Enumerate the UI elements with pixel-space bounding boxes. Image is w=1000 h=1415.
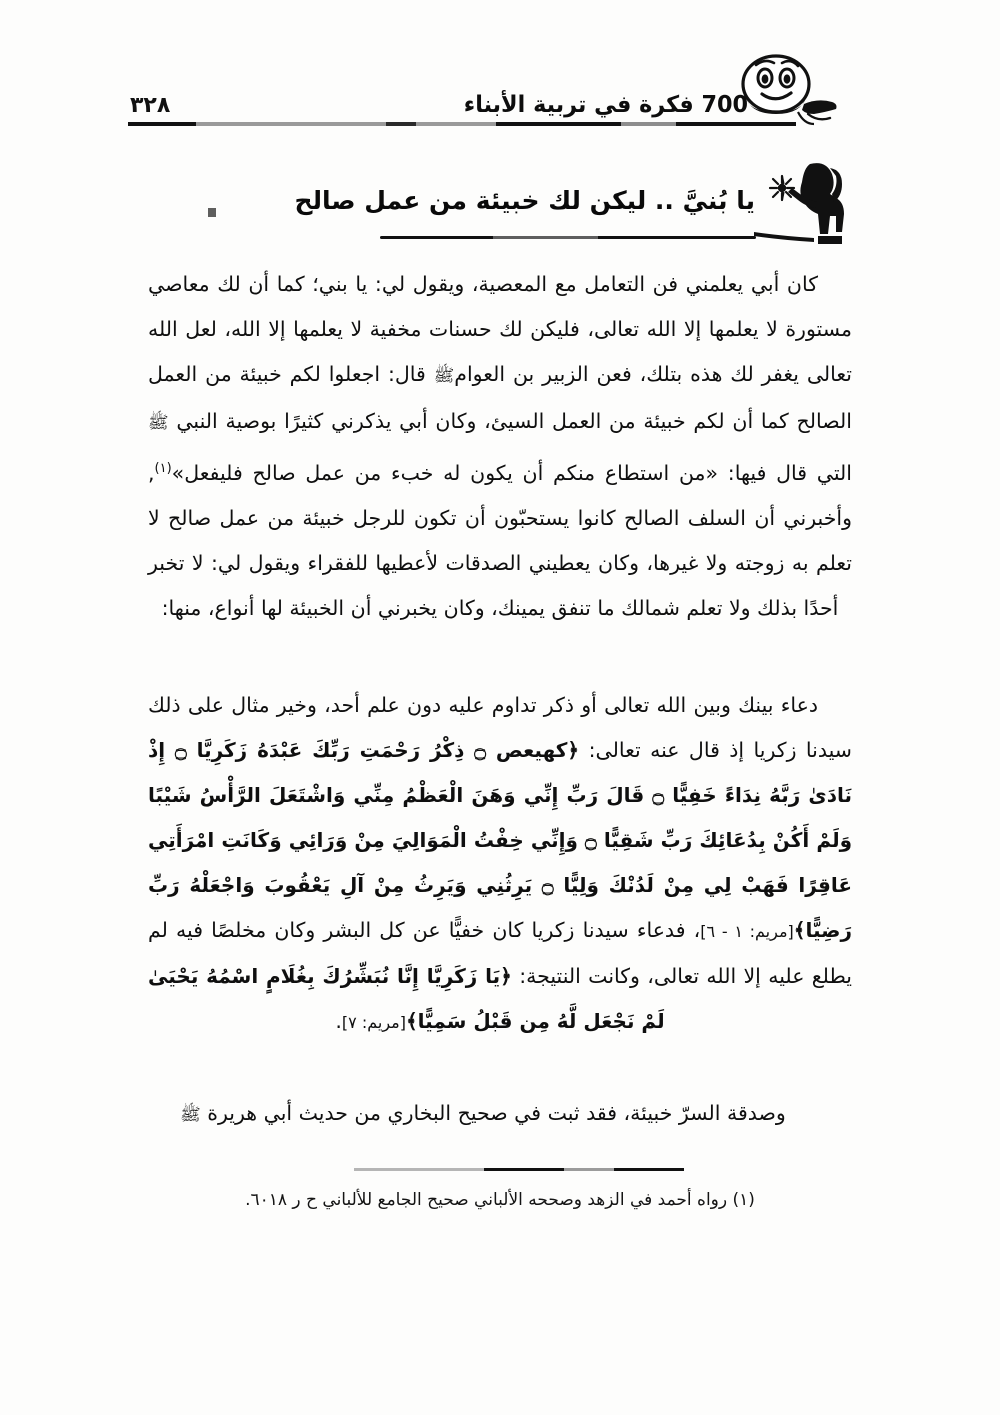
paragraph-2-part-b: ، فدعاء سيدنا زكريا كان خفيًّا عن كل البشر وكان مخلصًا فيه لم يطلع عليه إلا الله تعالى، وكانت النتيجة:: [148, 917, 852, 988]
quran-citation-maryam-7: [مريم: ٧]: [341, 1012, 406, 1032]
sallallahu-alayhi-wasallam-icon: ﷺ: [148, 413, 169, 433]
radiyallahu-anhu-icon-2: ﷺ: [180, 1104, 201, 1125]
page-header: [128, 72, 860, 134]
section-title-banner: [128, 158, 860, 254]
quran-citation-maryam-1-6: [مريم: ١ - ٦]: [700, 921, 794, 941]
smiley-mascot-icon: [734, 52, 852, 128]
paragraph-second: دعاء بينك وبين الله تعالى أو ذكر تداوم عليه دون علم أحد، وخير مثال على ذلك سيدنا زكريا إذ قال عنه تعالى: ﴿كهيعص ۝ ذِكْرُ رَحْمَتِ رَبِّكَ عَبْدَهُ زَكَرِيَّا ۝ إِذْ نَادَىٰ رَبَّهُ نِدَاءً خَفِيًّا ۝ قَالَ رَبِّ إِنِّي وَهَنَ الْعَظْمُ مِنِّي وَاشْتَعَلَ الرَّأْسُ شَيْبًا وَلَمْ أَكُنْ بِدُعَائِكَ رَبِّ شَقِيًّا ۝ وَإِنِّي خِفْتُ الْمَوَالِيَ مِنْ وَرَائِي وَكَانَتِ امْرَأَتِي عَاقِرًا فَهَبْ لِي مِنْ لَدُنْكَ وَلِيًّا ۝ يَرِثُنِي وَيَرِثُ مِنْ آلِ يَعْقُوبَ وَاجْعَلْهُ رَبِّ رَضِيًّا﴾[مريم: ١ - ٦]، فدعاء سيدنا زكريا كان خفيًّا عن كل البشر وكان مخلصًا فيه لم يطلع عليه إلا الله تعالى، وكانت النتيجة: ﴿يَا زَكَرِيَّا إِنَّا نُبَشِّرُكَ بِغُلَامٍ اسْمُهُ يَحْيَىٰ لَمْ نَجْعَل لَّهُ مِن قَبْلُ سَمِيًّا﴾[مريم: ٧].: [148, 692, 853, 1033]
header-page-number: ٣٢٨: [130, 93, 171, 118]
header-divider-rule: [128, 122, 796, 126]
header-book-title: 700 فكرة في تربية الأبناء: [463, 92, 748, 118]
paragraph-first: [148, 262, 852, 631]
section-title-underline: [380, 236, 756, 239]
paragraph-3-part-a: وصدقة السرّ خبيئة، فقد ثبت في صحيح البخاري من حديث أبي هريرة: [207, 1100, 786, 1125]
paragraph-spacer-2: [148, 1061, 852, 1091]
girl-with-sparkler-silhouette-icon: [752, 158, 860, 250]
section-title: يا بُنيَّ .. ليكن لك خبيئة من عمل صالح: [294, 186, 755, 215]
paragraph-2-part-a: دعاء بينك وبين الله تعالى أو ذكر تداوم عليه دون علم أحد، وخير مثال على ذلك سيدنا زكريا إذ قال عنه تعالى:: [148, 692, 852, 762]
paragraph-1-part-d: , وأخبرني أن السلف الصالح كانوا يستحبّون أن تكون للرجل خبيئة من عمل صالح لا تعلم به زوجته ولا غيرها، وكان يعطيني الصدقات لأعطيها للفقراء ويقول لي: لا تخبر أحدًا بذلك ولا تعلم شمالك ما تنفق يمينك، وكان يخبرني أن الخبيئة لها أنواع، منها:: [148, 460, 852, 620]
radiyallahu-anhu-icon: ﷺ: [433, 366, 455, 386]
paragraph-spacer: [148, 653, 852, 683]
paragraph-third: [148, 1091, 852, 1138]
footnote-text: (١) رواه أحمد في الزهد وصححه الألباني صحيح الجامع للألباني ح ر ٦٠١٨.: [245, 1190, 755, 1210]
footnote-divider-rule: [354, 1168, 684, 1171]
quran-quote-maryam-1-6: ﴿كهيعص ۝ ذِكْرُ رَحْمَتِ رَبِّكَ عَبْدَهُ زَكَرِيَّا ۝ إِذْ نَادَىٰ رَبَّهُ نِدَاءً خَفِيًّا ۝ قَالَ رَبِّ إِنِّي وَهَنَ الْعَظْمُ مِنِّي وَاشْتَعَلَ الرَّأْسُ شَيْبًا وَلَمْ أَكُنْ بِدُعَائِكَ رَبِّ شَقِيًّا ۝ وَإِنِّي خِفْتُ الْمَوَالِيَ مِنْ وَرَائِي وَكَانَتِ امْرَأَتِي عَاقِرًا فَهَبْ لِي مِنْ لَدُنْكَ وَلِيًّا ۝ يَرِثُنِي وَيَرِثُ مِنْ آلِ يَعْقُوبَ وَاجْعَلْهُ رَبِّ رَضِيًّا﴾: [148, 737, 853, 942]
page-content: [148, 262, 852, 1160]
footnote-reference-1[interactable]: (١): [154, 461, 172, 476]
paragraph-1-part-a: كان أبي يعلمني فن التعامل مع المعصية، ويقول لي: يا بني؛ كما أن لك معاصي مستورة لا يعلمها إلا الله تعالى، فليكن لك حسنات مخفية لا يعلمها إلا الله، لعل الله تعالى يغفر لك هذه بتلك، فعن الزبير بن العوام: [148, 272, 853, 386]
scan-artifact-mark: [208, 208, 216, 217]
quran-quote-maryam-7: ﴿يَا زَكَرِيَّا إِنَّا نُبَشِّرُكَ بِغُلَامٍ اسْمُهُ يَحْيَىٰ لَمْ نَجْعَل لَّهُ مِن قَبْلُ سَمِيًّا﴾: [148, 963, 665, 1033]
paragraph-1-part-b: قال: اجعلوا لكم خبيئة من العمل الصالح كما أن لكم خبيئة من العمل السيئ، وكان أبي يذكرني كثيرًا بوصية النبي: [148, 362, 852, 433]
footnote-area: [148, 1168, 852, 1215]
paragraph-1-part-c: التي قال فيها: «من استطاع منكم أن يكون له خبء من عمل صالح فليفعل»: [171, 460, 852, 485]
